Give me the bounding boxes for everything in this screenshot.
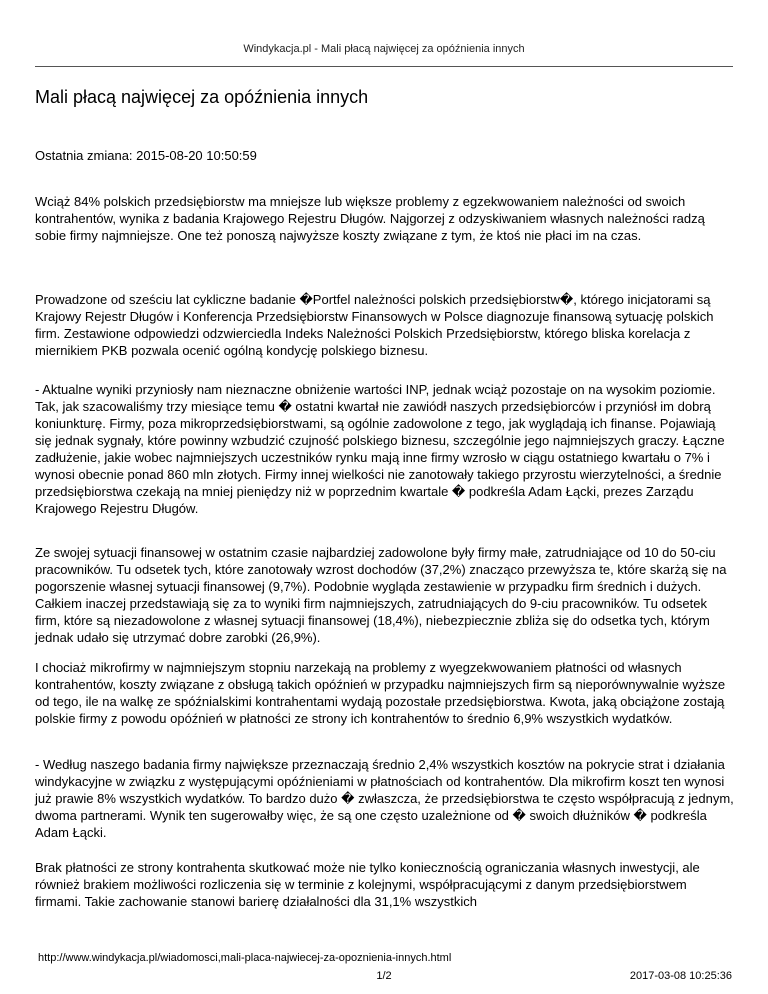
article-paragraph-3: - Aktualne wyniki przyniosły nam nieznaczne obniżenie wartości INP, jednak wciąż pozostaje on na wysokim poziomie. Tak, jak szacowaliśmy trzy miesiące temu � ostatni kwartał nie zawiódł naszych przedsiębiorców i przyniósł im dobrą koniunkturę. Firmy, poza mikroprzedsiębiorstwami, są ogólnie zadowolone z tego, jak wyglądają ich finanse. Pojawiają się jednak sygnały, które powinny wzbudzić czujność polskiego biznesu, szczególnie jego najmniejszych graczy. Łączne zadłużenie, jakie wobec najmniejszych uczestników rynku mają inne firmy wzrosło w ciągu ostatniego kwartału o 7% i wynosi obecnie ponad 860 mln złotych. Firmy innej wielkości nie zanotowały takiego przyrostu wierzytelności, a średnie przedsiębiorstwa czekają na mniej pieniędzy niż w poprzednim kwartale � podkreśla Adam Łącki, prezes Zarządu Krajowego Rejestru Długów. (35, 382, 725, 516)
article-paragraph-6: - Według naszego badania firmy największe przeznaczają średnio 2,4% wszystkich kosztów na pokrycie strat i działania windykacyjne w związku z występującymi opóźnieniami w płatnościach od kontrahentów. Dla mikrofirm koszt ten wynosi już prawie 8% wszystkich wydatków. To bardzo dużo � zwłaszcza, że przedsiębiorstwa te często współpracują z jednym, dwoma partnerami. Wynik ten sugerowałby więc, że są one często uzależnione od � swoich dłużników � podkreśla Adam Łącki. (35, 757, 734, 840)
last-modified-date: Ostatnia zmiana: 2015-08-20 10:50:59 (35, 148, 257, 163)
article-paragraph-4: Ze swojej sytuacji finansowej w ostatnim czasie najbardziej zadowolone były firmy małe, zatrudniające od 10 do 50-ciu pracowników. Tu odsetek tych, które zanotowały wzrost dochodów (37,2%) znacząco przewyższa te, które skarżą się na pogorszenie własnej sytuacji finansowej (9,7%). Podobnie wygląda zestawienie w przypadku firm średnich i dużych. Całkiem inaczej przedstawiają się za to wyniki firm najmniejszych, zatrudniających do 9-ciu pracowników. Tu odsetek firm, które są niezadowolone z własnej sytuacji finansowej (18,4%), niebezpiecznie zbliża się do odsetka tych, którym jednak udało się utrzymać dobre zarobki (26,9%). (35, 545, 727, 645)
article-paragraph-5: I chociaż mikrofirmy w najmniejszym stopniu narzekają na problemy z wyegzekwowaniem płatności od własnych kontrahentów, koszty związane z obsługą takich opóźnień w przypadku najmniejszych firm są nieporównywalnie wyższe od tego, ile na walkę ze spóźnialskimi kontrahentami wydają pozostałe przedsiębiorstwa. Kwota, jaką obciążone zostają polskie firmy z powodu opóźnień w płatności ze strony ich kontrahentów to średnio 6,9% wszystkich wydatków. (35, 660, 726, 726)
article-paragraph-1: Wciąż 84% polskich przedsiębiorstw ma mniejsze lub większe problemy z egzekwowaniem należności od swoich kontrahentów, wynika z badania Krajowego Rejestru Długów. Najgorzej z odzyskiwaniem własnych należności radzą sobie firmy najmniejsze. One też ponoszą najwyższe koszty związane z tym, że ktoś nie płaci im na czas. (35, 194, 705, 243)
header-divider (35, 66, 733, 67)
article-title: Mali płacą najwięcej za opóźnienia innych (35, 87, 369, 107)
footer-print-date: 2017-03-08 10:25:36 (629, 970, 732, 982)
footer-source-url: http://www.windykacja.pl/wiadomosci,mali-placa-najwiecej-za-opoznienia-innych.html (38, 952, 452, 964)
footer-page-number: 1/2 (376, 970, 392, 982)
article-paragraph-7: Brak płatności ze strony kontrahenta skutkować może nie tylko koniecznością ograniczania własnych inwestycji, ale również brakiem możliwości rozliczenia się w terminie z kolejnymi, współpracującymi z danym przedsiębiorstwem firmami. Takie zachowanie stanowi barierę działalności dla 31,1% wszystkich (35, 860, 700, 909)
article-paragraph-2: Prowadzone od sześciu lat cykliczne badanie �Portfel należności polskich przedsiębiorstw�, którego inicjatorami są Krajowy Rejestr Długów i Konferencja Przedsiębiorstw Finansowych w Polsce diagnozuje finansową sytuację polskich firm. Zestawione odpowiedzi odzwierciedla Indeks Należności Polskich Przedsiębiorstw, którego bliska korelacja z miernikiem PKB pozwala ocenić ogólną kondycję polskiego biznesu. (35, 292, 714, 358)
page-header-title: Windykacja.pl - Mali płacą najwięcej za opóźnienia innych (243, 43, 525, 55)
